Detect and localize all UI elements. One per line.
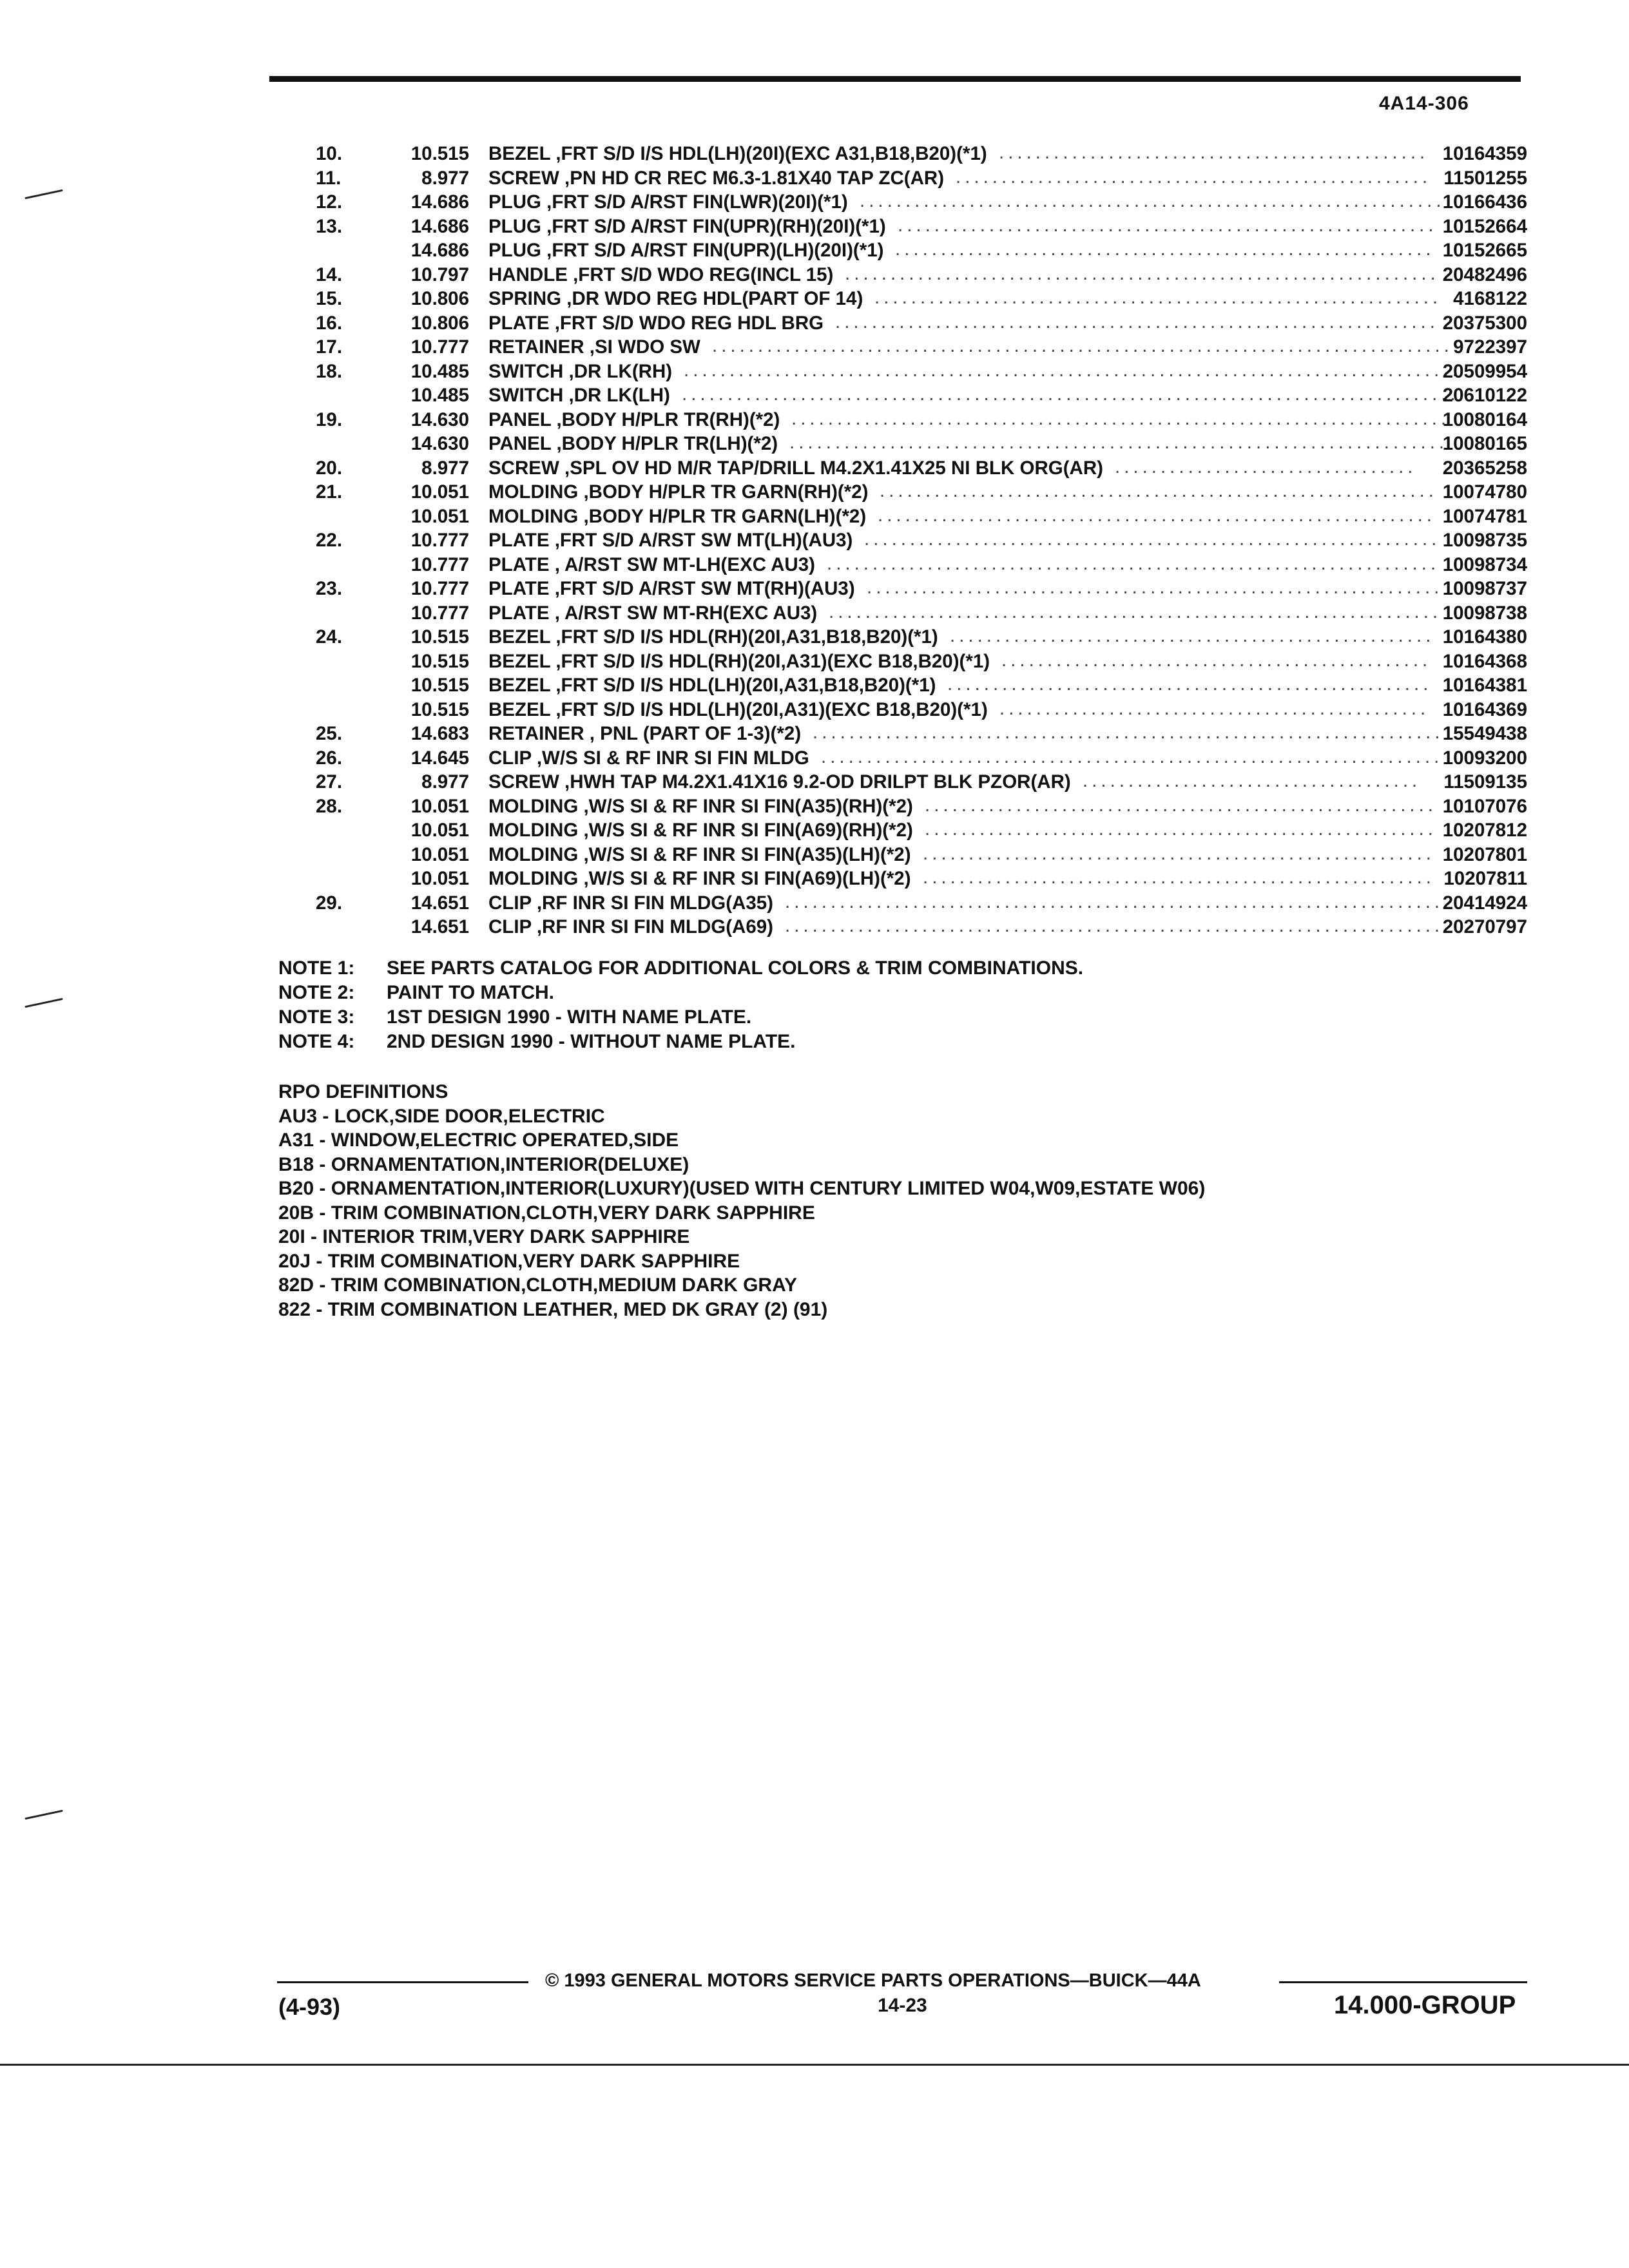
part-number: 10164381 — [1442, 675, 1527, 696]
punch-mark — [24, 189, 63, 199]
part-row — [316, 577, 1527, 601]
part-description: MOLDING ,W/S SI & RF INR SI FIN(A35)(RH)(*2) — [488, 795, 913, 817]
page-code: 4A14-306 — [1379, 93, 1469, 114]
part-row — [316, 311, 1527, 336]
part-row — [316, 360, 1527, 384]
leader-dots: ............................................................. — [878, 504, 1436, 526]
leader-dots: ............................................... — [1001, 649, 1432, 671]
part-row — [316, 263, 1527, 287]
part-row — [316, 649, 1527, 674]
note-label: NOTE 1: — [278, 957, 355, 979]
part-number: 10164359 — [1442, 143, 1527, 164]
part-number: 20375300 — [1442, 312, 1527, 334]
part-description: BEZEL ,FRT S/D I/S HDL(RH)(20I,A31)(EXC B18,B20)(*1) — [488, 650, 990, 672]
note-text: 2ND DESIGN 1990 - WITHOUT NAME PLATE. — [387, 1031, 796, 1052]
part-number: 10093200 — [1442, 747, 1527, 769]
leader-dots: ........................................................... — [898, 214, 1438, 236]
leader-dots: ............................................................. — [880, 480, 1438, 501]
part-group-number: 10.515 — [410, 143, 469, 164]
part-group-number: 10.806 — [410, 312, 469, 334]
part-description: PLATE , A/RST SW MT-LH(EXC AU3) — [488, 553, 815, 575]
part-description: PLATE , A/RST SW MT-RH(EXC AU3) — [488, 602, 818, 624]
part-item-number: 18. — [316, 360, 343, 382]
part-number: 10074781 — [1442, 505, 1527, 527]
punch-mark — [24, 998, 63, 1008]
part-number: 10166436 — [1442, 191, 1527, 213]
parts-list — [316, 142, 1527, 939]
part-group-number: 14.686 — [410, 191, 469, 213]
rpo-item: B20 - ORNAMENTATION,INTERIOR(LUXURY)(USED WITH CENTURY LIMITED W04,W09,ESTATE W06) — [278, 1178, 1206, 1199]
part-row — [316, 190, 1527, 215]
rpo-item: 82D - TRIM COMBINATION,CLOTH,MEDIUM DARK GRAY — [278, 1274, 797, 1296]
leader-dots: ........................................................ — [925, 818, 1437, 840]
part-description: RETAINER ,SI WDO SW — [488, 336, 700, 358]
part-row — [316, 746, 1527, 771]
part-item-number: 16. — [316, 312, 343, 334]
leader-dots: ................................................................... — [827, 552, 1440, 574]
part-item-number: 26. — [316, 747, 343, 769]
part-row — [316, 770, 1527, 794]
leader-dots: ..................................................... — [947, 673, 1432, 695]
note-line — [278, 1030, 1083, 1054]
leader-dots: .................................................... — [956, 166, 1432, 187]
part-group-number: 10.051 — [410, 795, 469, 817]
leader-dots: ............................................... — [999, 142, 1429, 163]
part-group-number: 10.806 — [410, 288, 469, 309]
part-item-number: 12. — [316, 191, 343, 213]
part-number: 10074780 — [1442, 481, 1527, 503]
rpo-title: RPO DEFINITIONS — [278, 1081, 448, 1102]
footer-rule-right — [1279, 1981, 1527, 1983]
part-description: MOLDING ,W/S SI & RF INR SI FIN(A69)(RH)(*2) — [488, 820, 913, 841]
part-group-number: 14.686 — [410, 240, 469, 261]
leader-dots: ............................................... — [999, 697, 1430, 719]
part-group-number: 8.977 — [421, 167, 469, 189]
part-group-number: 14.686 — [410, 215, 469, 237]
part-description: MOLDING ,BODY H/PLR TR GARN(RH)(*2) — [488, 481, 869, 503]
part-description: MOLDING ,BODY H/PLR TR GARN(LH)(*2) — [488, 505, 867, 527]
leader-dots: .................................................................... — [821, 745, 1443, 767]
part-number: 10098735 — [1442, 530, 1527, 551]
part-group-number: 10.051 — [410, 843, 469, 865]
part-number: 20482496 — [1442, 264, 1527, 285]
part-description: SWITCH ,DR LK(LH) — [488, 385, 670, 406]
part-number: 10098737 — [1442, 578, 1527, 599]
part-item-number: 29. — [316, 892, 343, 914]
part-row — [316, 215, 1527, 239]
part-group-number: 10.515 — [410, 626, 469, 648]
part-number: 9722397 — [1453, 336, 1527, 358]
leader-dots: ................................. — [1115, 456, 1417, 477]
part-row — [316, 480, 1527, 505]
part-description: SWITCH ,DR LK(RH) — [488, 360, 673, 382]
part-row — [316, 625, 1527, 649]
part-description: CLIP ,RF INR SI FIN MLDG(A35) — [488, 892, 773, 914]
part-row — [316, 238, 1527, 263]
note-label: NOTE 4: — [278, 1031, 355, 1052]
rpo-item: A31 - WINDOW,ELECTRIC OPERATED,SIDE — [278, 1129, 679, 1151]
part-group-number: 10.485 — [410, 360, 469, 382]
part-group-number: 10.051 — [410, 868, 469, 889]
part-row — [316, 915, 1527, 939]
part-number: 10164380 — [1442, 626, 1527, 648]
rpo-item: 822 - TRIM COMBINATION LEATHER, MED DK GRAY (2) (91) — [278, 1298, 828, 1320]
part-group-number: 10.777 — [410, 578, 469, 599]
part-description: PLATE ,FRT S/D A/RST SW MT(RH)(AU3) — [488, 578, 855, 599]
part-group-number: 14.645 — [410, 747, 469, 769]
part-item-number: 15. — [316, 288, 343, 309]
part-number: 10152664 — [1442, 215, 1527, 237]
part-group-number: 10.051 — [410, 820, 469, 841]
part-group-number: 14.630 — [410, 433, 469, 454]
part-number: 10164369 — [1442, 698, 1527, 720]
page-number: 14-23 — [878, 1995, 927, 2016]
part-number: 10207801 — [1442, 843, 1527, 865]
leader-dots: ........................................................................ — [789, 432, 1449, 453]
rpo-item: 20B - TRIM COMBINATION,CLOTH,VERY DARK SAPPHIRE — [278, 1202, 815, 1224]
part-description: MOLDING ,W/S SI & RF INR SI FIN(A69)(LH)(*2) — [488, 868, 911, 889]
part-row — [316, 287, 1527, 311]
part-group-number: 14.651 — [410, 916, 469, 937]
part-group-number: 10.051 — [410, 481, 469, 503]
part-group-number: 10.777 — [410, 530, 469, 551]
part-description: RETAINER , PNL (PART OF 1-3)(*2) — [488, 723, 802, 744]
part-number: 20509954 — [1442, 360, 1527, 382]
part-row — [316, 166, 1527, 191]
part-description: PLUG ,FRT S/D A/RST FIN(UPR)(LH)(20I)(*1) — [488, 240, 884, 261]
part-description: PLATE ,FRT S/D WDO REG HDL BRG — [488, 312, 824, 334]
part-description: CLIP ,W/S SI & RF INR SI FIN MLDG — [488, 747, 809, 769]
part-item-number: 10. — [316, 143, 343, 164]
leader-dots: ................................................................... — [829, 601, 1442, 622]
rpo-definitions — [278, 1080, 1205, 1321]
part-number: 10107076 — [1442, 795, 1527, 817]
note-line — [278, 1005, 1083, 1030]
part-row — [316, 867, 1527, 891]
part-description: PLATE ,FRT S/D A/RST SW MT(LH)(AU3) — [488, 530, 853, 551]
part-row — [316, 335, 1527, 360]
rpo-item: 20J - TRIM COMBINATION,VERY DARK SAPPHIRE — [278, 1250, 740, 1272]
part-description: BEZEL ,FRT S/D I/S HDL(RH)(20I,A31,B18,B20)(*1) — [488, 626, 938, 648]
bottom-scan-line — [0, 2064, 1629, 2066]
part-description: PANEL ,BODY H/PLR TR(LH)(*2) — [488, 433, 778, 454]
part-row — [316, 818, 1527, 843]
part-row — [316, 698, 1527, 722]
leader-dots: ..................................................................................... — [684, 359, 1461, 381]
part-description: CLIP ,RF INR SI FIN MLDG(A69) — [488, 916, 773, 937]
revision-date: (4-93) — [278, 1994, 341, 2020]
part-number: 10207811 — [1443, 868, 1527, 889]
leader-dots: ................................................................ — [860, 190, 1445, 211]
notes-section — [278, 956, 1083, 1054]
part-description: PLUG ,FRT S/D A/RST FIN(LWR)(20I)(*1) — [488, 191, 848, 213]
part-group-number: 10.777 — [410, 336, 469, 358]
part-group-number: 10.485 — [410, 385, 469, 406]
part-number: 11509135 — [1443, 771, 1527, 793]
leader-dots: ............................................................... — [864, 528, 1441, 550]
part-row — [316, 843, 1527, 867]
part-number: 20365258 — [1442, 457, 1527, 479]
rpo-item: 20I - INTERIOR TRIM,VERY DARK SAPPHIRE — [278, 1226, 690, 1247]
part-description: SCREW ,HWH TAP M4.2X1.41X16 9.2-OD DRILPT BLK PZOR(AR) — [488, 771, 1071, 793]
note-line — [278, 981, 1083, 1005]
part-description: SPRING ,DR WDO REG HDL(PART OF 14) — [488, 288, 863, 309]
part-item-number: 20. — [316, 457, 343, 479]
part-number: 4168122 — [1453, 288, 1527, 309]
part-row — [316, 456, 1527, 481]
part-number: 20610122 — [1442, 385, 1527, 406]
leader-dots: ................................................................. — [845, 262, 1440, 284]
leader-dots: ........................................................ — [925, 794, 1437, 816]
part-row — [316, 673, 1527, 698]
leader-dots: ........................................................ — [923, 842, 1435, 864]
copyright-text: © 1993 GENERAL MOTORS SERVICE PARTS OPERATIONS—BUICK—44A — [545, 1970, 1201, 1991]
part-number: 20270797 — [1442, 916, 1527, 937]
part-row — [316, 722, 1527, 746]
part-group-number: 10.777 — [410, 553, 469, 575]
leader-dots: ........................................................................ — [791, 407, 1451, 429]
part-group-number: 14.683 — [410, 723, 469, 744]
note-line — [278, 956, 1083, 981]
note-label: NOTE 2: — [278, 982, 355, 1003]
leader-dots: ..................................................................... — [813, 722, 1444, 743]
part-row — [316, 408, 1527, 432]
part-number: 10098738 — [1442, 602, 1527, 624]
part-description: BEZEL ,FRT S/D I/S HDL(LH)(20I)(EXC A31,B18,B20)(*1) — [488, 143, 987, 164]
leader-dots: .................................................................. — [835, 311, 1439, 332]
part-number: 10098734 — [1442, 553, 1527, 575]
part-group-number: 10.777 — [410, 602, 469, 624]
part-row — [316, 383, 1527, 408]
part-row — [316, 891, 1527, 916]
part-description: BEZEL ,FRT S/D I/S HDL(LH)(20I,A31,B18,B20)(*1) — [488, 675, 936, 696]
part-group-number: 10.797 — [410, 264, 469, 285]
part-description: SCREW ,PN HD CR REC M6.3-1.81X40 TAP ZC(AR) — [488, 167, 945, 189]
part-row — [316, 553, 1527, 577]
part-item-number: 25. — [316, 723, 343, 744]
note-text: 1ST DESIGN 1990 - WITH NAME PLATE. — [387, 1006, 752, 1028]
part-description: BEZEL ,FRT S/D I/S HDL(LH)(20I,A31)(EXC B18,B20)(*1) — [488, 698, 988, 720]
part-row — [316, 142, 1527, 166]
part-group-number: 14.630 — [410, 408, 469, 430]
rpo-item: AU3 - LOCK,SIDE DOOR,ELECTRIC — [278, 1105, 605, 1127]
part-description: HANDLE ,FRT S/D WDO REG(INCL 15) — [488, 264, 834, 285]
part-item-number: 27. — [316, 771, 343, 793]
leader-dots: ..................................................... — [950, 625, 1435, 646]
part-description: MOLDING ,W/S SI & RF INR SI FIN(A35)(LH)(*2) — [488, 843, 911, 865]
part-description: SCREW ,SPL OV HD M/R TAP/DRILL M4.2X1.41X25 NI BLK ORG(AR) — [488, 457, 1103, 479]
part-item-number: 21. — [316, 481, 343, 503]
leader-dots: ................................................................................. — [712, 335, 1453, 356]
part-number: 15549438 — [1442, 723, 1527, 744]
part-group-number: 8.977 — [421, 457, 469, 479]
leader-dots: ............................................................... — [867, 577, 1443, 598]
part-group-number: 10.515 — [410, 698, 469, 720]
part-description: PANEL ,BODY H/PLR TR(RH)(*2) — [488, 408, 780, 430]
footer-rule-left — [277, 1981, 528, 1983]
part-item-number: 14. — [316, 264, 343, 285]
rpo-items — [278, 1104, 1205, 1322]
part-group-number: 10.515 — [410, 650, 469, 672]
part-row — [316, 528, 1527, 553]
part-group-number: 14.651 — [410, 892, 469, 914]
part-item-number: 23. — [316, 578, 343, 599]
top-rule — [269, 76, 1521, 82]
part-number: 10152665 — [1442, 240, 1527, 261]
part-number: 10207812 — [1442, 820, 1527, 841]
part-row — [316, 432, 1527, 456]
leader-dots: ........................................................ — [923, 867, 1435, 888]
part-group-number: 10.515 — [410, 675, 469, 696]
group-label: 14.000-GROUP — [1334, 1991, 1516, 2019]
part-row — [316, 601, 1527, 626]
part-number: 10080164 — [1442, 408, 1527, 430]
part-number: 10164368 — [1442, 650, 1527, 672]
note-label: NOTE 3: — [278, 1006, 355, 1028]
leader-dots: ..................................... — [1083, 770, 1422, 791]
part-item-number: 28. — [316, 795, 343, 817]
leader-dots: ........................................................... — [895, 238, 1435, 260]
part-number: 11501255 — [1443, 167, 1527, 189]
note-text: PAINT TO MATCH. — [387, 982, 554, 1003]
part-item-number: 13. — [316, 215, 343, 237]
part-item-number: 24. — [316, 626, 343, 648]
rpo-item: B18 - ORNAMENTATION,INTERIOR(DELUXE) — [278, 1153, 689, 1175]
punch-mark — [24, 1810, 63, 1820]
part-number: 10080165 — [1442, 433, 1527, 454]
part-item-number: 19. — [316, 408, 343, 430]
part-item-number: 17. — [316, 336, 343, 358]
leader-dots: ..................................................................................... — [682, 383, 1460, 405]
leader-dots: ........................................................................ — [785, 915, 1444, 936]
part-group-number: 10.051 — [410, 505, 469, 527]
part-item-number: 11. — [316, 167, 342, 189]
note-text: SEE PARTS CATALOG FOR ADDITIONAL COLORS & TRIM COMBINATIONS. — [387, 957, 1084, 979]
part-item-number: 22. — [316, 530, 343, 551]
part-number: 20414924 — [1442, 892, 1527, 914]
part-description: PLUG ,FRT S/D A/RST FIN(UPR)(RH)(20I)(*1) — [488, 215, 886, 237]
leader-dots: ........................................................................ — [785, 890, 1444, 912]
part-row — [316, 505, 1527, 529]
leader-dots: .............................................................. — [874, 287, 1442, 308]
part-row — [316, 794, 1527, 819]
part-group-number: 8.977 — [421, 771, 469, 793]
